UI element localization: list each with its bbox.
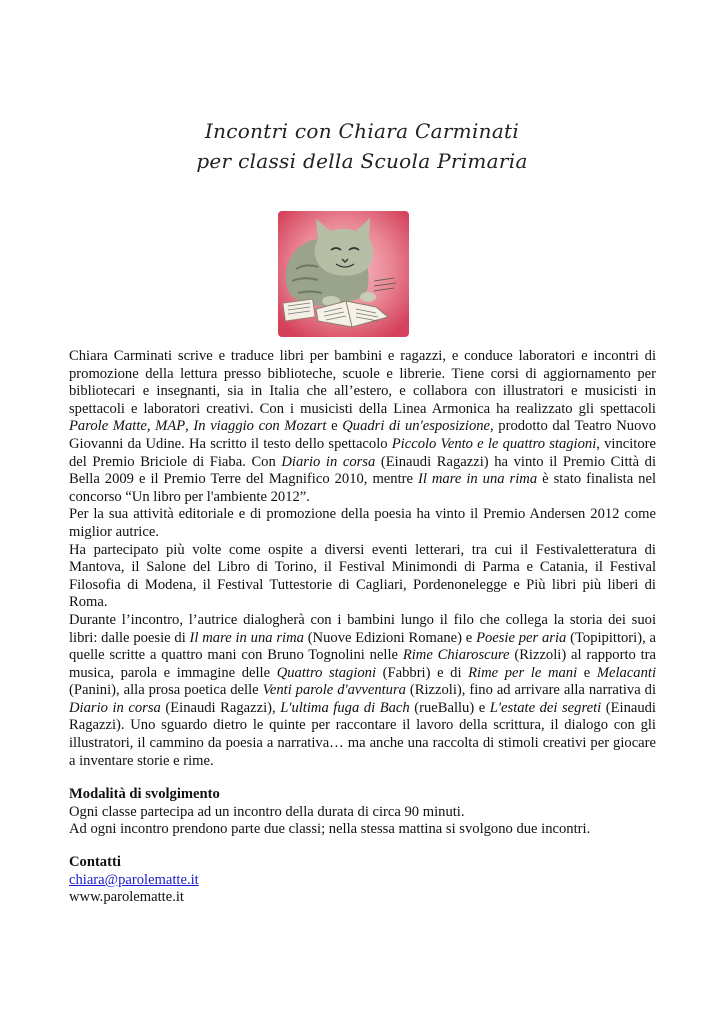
book-title: Rime per le mani xyxy=(468,664,578,681)
book-title: MAP xyxy=(155,418,186,435)
contatti-section xyxy=(69,854,669,907)
book-title: Quattro stagioni xyxy=(276,664,377,681)
intro-paragraph-1: Chiara Carminati scrive e traduce libri per bambini e ragazzi, e conduce laboratori e incontri di promozione della lettura presso biblioteche, scuole e librerie. Tiene corsi di aggiornamento per bibliotecari e insegnanti, sia in Italia che all’estero, e collabora con illustratori e musicisti in spettacoli e laboratori creativi. Con i musicisti della Linea Armonica ha realizzato gli spettacoli Parole Matte, MAP, In viaggio con Mozart e Quadri di un'esposizione, prodotto dal Teatro Nuovo Giovanni da Udine. Ha scritto il testo dello spettacolo Piccolo Vento e le quattro stagioni, vincitore del Premio Briciole di Fiaba. Con Diario in corsa (Einaudi Ragazzi) ha vinto il Premio Città di Bella 2009 e il Premio Terre del Magnifico 2010, mentre Il mare in una rima è stato finalista nel concorso “Un libro per l'ambiente 2012”. xyxy=(69,348,657,505)
book-title: Quadri di un'esposizione xyxy=(342,418,491,435)
contatti-title: Contatti xyxy=(69,854,121,870)
book-title: In viaggio con Mozart xyxy=(193,418,327,435)
book-title: L'estate dei segreti xyxy=(489,699,602,716)
title-line-2: per classi della Scuola Primaria xyxy=(196,149,528,173)
book-title: Venti parole d'avventura xyxy=(262,682,406,699)
modalita-line-2: Ad ogni incontro prendono parte due classi; nella stessa mattina si svolgono due incontri. xyxy=(69,821,591,838)
modalita-section xyxy=(69,786,669,839)
intro-paragraph-2: Per la sua attività editoriale e di promozione della poesia ha vinto il Premio Andersen 2012 come miglior autrice. xyxy=(69,506,656,540)
book-title: Diario in corsa xyxy=(69,699,161,716)
intro-paragraph-3: Ha partecipato più volte come ospite a diversi eventi letterari, tra cui il Festivaletteratura di Mantova, il Salone del Libro di Torino, il Festival Minimondi di Parma e Catania, il Festival Filosofia di Modena, il Festival Tuttestorie di Cagliari, Pordenonelegge e Più libri più liberi di Roma. xyxy=(69,541,656,611)
book-title: Poesie per aria xyxy=(476,629,567,646)
book-title: Il mare in una rima xyxy=(417,471,538,488)
cat-reading-book-illustration xyxy=(276,209,411,339)
book-title: Rime Chiaroscure xyxy=(402,647,510,664)
page-title xyxy=(0,116,724,176)
book-title: Melacanti xyxy=(596,664,657,681)
title-line-1: Incontri con Chiara Carminati xyxy=(204,119,520,143)
book-title: Piccolo Vento e le quattro stagioni xyxy=(391,435,597,452)
website-text: www.parolematte.it xyxy=(69,889,184,906)
modalita-line-1: Ogni classe partecipa ad un incontro della durata di circa 90 minuti. xyxy=(69,803,465,820)
book-title: L'ultima fuga di Bach xyxy=(280,699,410,716)
modalita-title: Modalità di svolgimento xyxy=(69,786,220,802)
book-title: Parole Matte xyxy=(69,418,147,435)
intro-text xyxy=(69,348,656,770)
email-link[interactable]: chiara@parolematte.it xyxy=(69,871,199,888)
book-title: Il mare in una rima xyxy=(189,629,304,646)
intro-paragraph-4: Durante l’incontro, l’autrice dialogherà con i bambini lungo il filo che collega la storia dei suoi libri: dalle poesie di Il mare in una rima (Nuove Edizioni Romane) e Poesie per aria (Topipittori), a quelle scritte a quattro mani con Bruno Tognolini nelle Rime Chiaroscure (Rizzoli) al rapporto tra musica, parola e immagine delle Quattro stagioni (Fabbri) e di Rime per le mani e Melacanti (Panini), alla prosa poetica delle Venti parole d'avventura (Rizzoli), fino ad arrivare alla narrativa di Diario in corsa (Einaudi Ragazzi), L'ultima fuga di Bach (rueBallu) e L'estate dei segreti (Einaudi Ragazzi). Uno sguardo dietro le quinte per raccontare il lavoro della scrittura, il dialogo con gli illustratori, il cammino da poesia a narrativa… ma anche una raccolta di stimoli creativi per giocare a inventare storie e rime. xyxy=(69,611,657,769)
book-title: Diario in corsa xyxy=(281,453,376,470)
